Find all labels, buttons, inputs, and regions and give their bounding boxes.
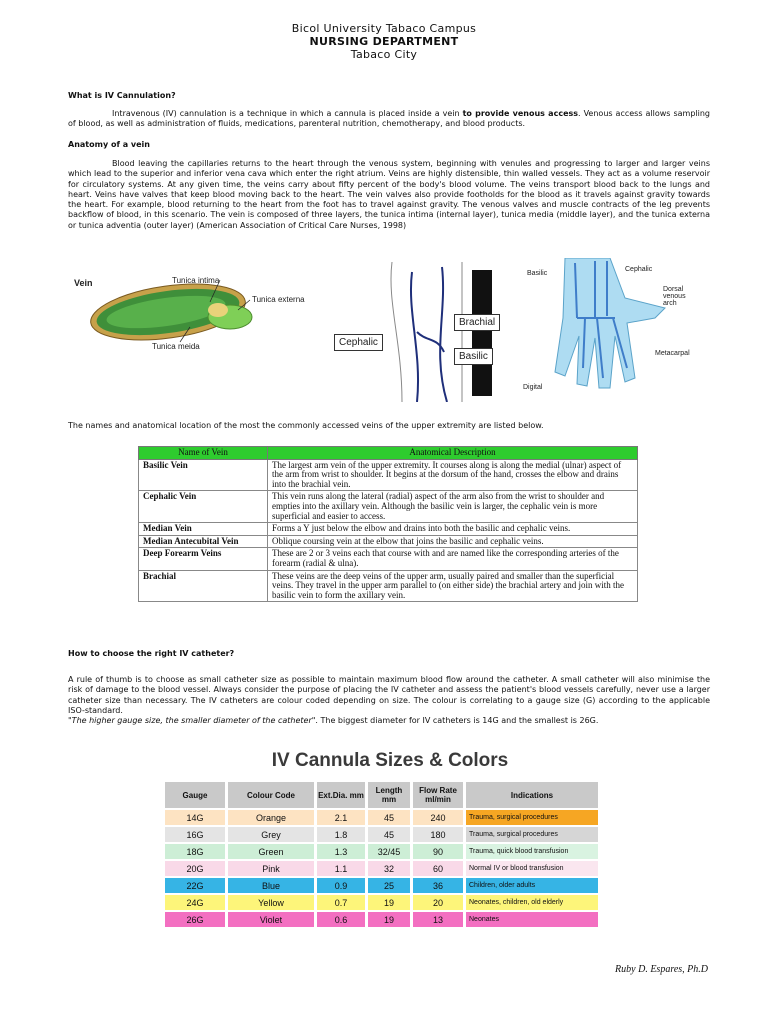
hand-dorsal-label: Dorsal venous arch [663,286,686,307]
vein-description: This vein runs along the lateral (radial) aspect of the arm also from the wrist to shoulder and empties into the axillary vein. Although the basilic vein is larger, the cephalic vein is more superficial and easier to access. [268,491,638,523]
cannula-header-flow: Flow Rate ml/min [413,782,463,808]
basilic-label: Basilic [454,348,493,365]
what-text-b: . Venous access allows sampling of blood, as well as administration of fluids, medications, parenteral nutrition, chemotherapy, and blood products. [68,109,711,129]
cannula-diameter: 0.6 [317,912,365,927]
department-name: NURSING DEPARTMENT [309,35,459,48]
heading-what-is-iv: What is IV Cannulation? [68,91,176,100]
paragraph-anatomy [68,159,710,231]
cannula-length: 19 [368,895,410,910]
cannula-header-length: Length mm [368,782,410,808]
vein-description: These veins are the deep veins of the upper arm, usually paired and smaller than the superficial veins. They travel in the upper arm parallel to (on either side) the brachial artery and join with the basilic vein to form the axillary vein. [268,570,638,602]
table-row [139,459,638,491]
cannula-gauge: 20G [165,861,225,876]
cannula-row [165,895,598,910]
cannula-length: 32/45 [368,844,410,859]
anatomy-text: Blood leaving the capillaries returns to the heart through the venous system, beginning with venules and progressing to larger and larger veins which lead to the superior and inferior vena cava which enter the right atrium. Veins are highly distensible, thin walled vessels. They act as a volume reservoir for circulatory systems. At any given time, the veins carry about fifty percent of the body's blood volume. The veins transport blood back to the lungs and heart. Veins have valves that keep blood moving back to the heart. The vein valves also provide footholds for the blood as it travels against gravity towards the heart. For example, blood returning to the heart from the foot has to travel against gravity. The venous valves and muscle contracts of the leg prevents backflow of blood, in this scenario. The vein is composed of three layers, the tunica intima (internal layer), tunica media (middle layer), and the tunica externa or tunica adventia (outer layer) (American Association of Critical Care Nurses, 1998) [68,159,710,230]
table-row [139,548,638,570]
cannula-row [165,878,598,893]
cannula-flow-rate: 90 [413,844,463,859]
cannula-diameter: 0.7 [317,895,365,910]
vein-name: Basilic Vein [139,459,268,491]
table-row [139,535,638,548]
cannula-table [162,780,601,929]
cannula-indication: Trauma, quick blood transfusion [466,844,598,859]
cannula-flow-rate: 60 [413,861,463,876]
cannula-row [165,844,598,859]
heading-anatomy: Anatomy of a vein [68,140,150,149]
cannula-length: 45 [368,810,410,825]
vein-name: Brachial [139,570,268,602]
vein-table [138,446,638,602]
hand-digital-label: Digital [523,384,543,391]
cannula-gauge: 18G [165,844,225,859]
vein-illustration [70,272,330,362]
tunica-intima-label: Tunica intima [172,276,220,285]
cannula-indication: Neonates, children, old elderly [466,895,598,910]
cannula-diameter: 1.1 [317,861,365,876]
cannula-row [165,827,598,842]
cannula-gauge: 24G [165,895,225,910]
document-header [0,22,768,61]
vein-label: Vein [74,278,93,288]
what-text-bold: to provide venous access [462,109,579,118]
tunica-externa-label: Tunica externa [252,295,305,304]
cannula-colour: Violet [228,912,314,927]
cannula-header-indications: Indications [466,782,598,808]
vein-layers-figure [70,272,330,362]
cannula-length: 45 [368,827,410,842]
cannula-row [165,861,598,876]
vein-name: Median Antecubital Vein [139,535,268,548]
brachial-label: Brachial [454,314,500,331]
cannula-header-colour: Colour Code [228,782,314,808]
cannula-colour: Pink [228,861,314,876]
cannula-flow-rate: 240 [413,810,463,825]
cannula-colour: Orange [228,810,314,825]
campus-name: Bicol University Tabaco Campus [291,22,477,35]
vein-name: Cephalic Vein [139,491,268,523]
cannula-diameter: 1.3 [317,844,365,859]
cannula-flow-rate: 36 [413,878,463,893]
cannula-gauge: 14G [165,810,225,825]
arm-veins-illustration [332,262,512,402]
cannula-colour: Grey [228,827,314,842]
cannula-indication: Trauma, surgical procedures [466,827,598,842]
choose-text: A rule of thumb is to choose as small catheter size as possible to maintain maximum blood flow around the catheter. A small catheter will also minimise the risk of damage to the blood vessel. Always consider the purpose of placing the IV catheter and assess the patient's blood vessels carefully, never use a larger catheter size than necessary. The IV catheters are colour coded depending on size. The colour is correlating to a gauge size (G) according to the applicable ISO-standard. [68,675,710,715]
paragraph-choose-catheter [68,675,710,726]
cannula-colour: Yellow [228,895,314,910]
hand-veins-illustration [515,258,715,398]
cannula-header-gauge: Gauge [165,782,225,808]
hand-cephalic-label: Cephalic [625,266,653,273]
heading-choose-catheter: How to choose the right IV catheter? [68,649,235,658]
city-name: Tabaco City [350,48,418,61]
vein-description: Oblique coursing vein at the elbow that joins the basilic and cephalic veins. [268,535,638,548]
cannula-gauge: 16G [165,827,225,842]
table-intro: The names and anatomical location of the most the commonly accessed veins of the upper extremity are listed below. [68,421,544,430]
choose-after: . The biggest diameter for IV catheters is 14G and the smallest is 26G. [315,716,599,726]
hand-basilic-label: Basilic [527,270,548,277]
vein-description: Forms a Y just below the elbow and drains into both the basilic and cephalic veins. [268,523,638,536]
cannula-flow-rate: 20 [413,895,463,910]
cannula-row [165,912,598,927]
cannula-chart-title: IV Cannula Sizes & Colors [271,750,509,771]
cannula-diameter: 1.8 [317,827,365,842]
vein-table-header-desc: Anatomical Description [268,447,638,460]
vein-name: Median Vein [139,523,268,536]
cannula-indication: Neonates [466,912,598,927]
vein-description: These are 2 or 3 veins each that course with and are named like the corresponding arteries of the forearm (radial & ulna). [268,548,638,570]
cannula-indication: Children, older adults [466,878,598,893]
cannula-length: 25 [368,878,410,893]
vein-table-header-name: Name of Vein [139,447,268,460]
what-text-a: Intravenous (IV) cannulation is a technique in which a cannula is placed inside a vein [112,109,463,118]
cephalic-label: Cephalic [334,334,383,351]
tunica-meida-label: Tunica meida [152,342,200,351]
cannula-length: 32 [368,861,410,876]
cannula-flow-rate: 180 [413,827,463,842]
vein-name: Deep Forearm Veins [139,548,268,570]
cannula-colour: Green [228,844,314,859]
signature: Ruby D. Espares, Ph.D [615,964,708,975]
table-row [139,523,638,536]
cannula-length: 19 [368,912,410,927]
arm-veins-figure [332,262,512,402]
choose-quote: "The higher gauge size, the smaller diameter of the catheter" [68,716,316,726]
cannula-indication: Normal IV or blood transfusion [466,861,598,876]
hand-metacarpal-label: Metacarpal [655,350,690,357]
vein-description: The largest arm vein of the upper extremity. It courses along is along the medial (ulnar) aspect of the arm from wrist to shoulder. It begins at the dorsum of the hand, crosses the elbow and drains into the brachial vein. [268,459,638,491]
paragraph-what-is-iv [68,109,710,130]
hand-veins-figure [515,258,715,398]
cannula-colour: Blue [228,878,314,893]
cannula-flow-rate: 13 [413,912,463,927]
cannula-gauge: 22G [165,878,225,893]
cannula-gauge: 26G [165,912,225,927]
cannula-chart [160,748,620,938]
cannula-row [165,810,598,825]
cannula-diameter: 0.9 [317,878,365,893]
cannula-diameter: 2.1 [317,810,365,825]
table-row [139,491,638,523]
cannula-indication: Trauma, surgical procedures [466,810,598,825]
table-row [139,570,638,602]
cannula-header-dia: Ext.Dia. mm [317,782,365,808]
